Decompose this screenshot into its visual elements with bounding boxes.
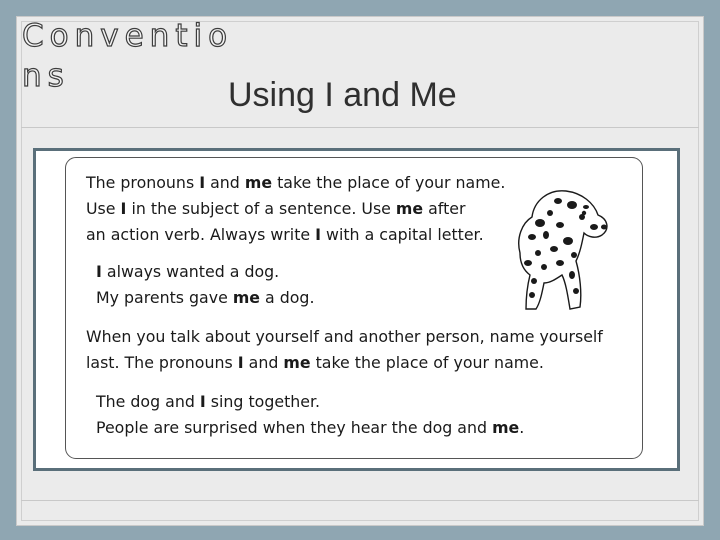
header-divider [21, 127, 699, 128]
pronoun-emphasis: I [237, 353, 244, 372]
pronoun-emphasis: me [244, 173, 273, 192]
pronoun-emphasis: I [199, 173, 206, 192]
intro-line: an action verb. Always write I with a capital letter. [86, 225, 484, 244]
rule-line: last. The pronouns I and me take the place of your name. [86, 353, 544, 372]
pronoun-emphasis: me [232, 288, 261, 307]
example-sentence: The dog and I sing together. [96, 392, 321, 411]
pronoun-emphasis: I [96, 262, 102, 281]
pronoun-emphasis: I [199, 392, 206, 411]
pronoun-emphasis: me [395, 199, 424, 218]
pronoun-emphasis: me [283, 353, 311, 372]
pronoun-emphasis: me [492, 418, 520, 437]
example-sentence: People are surprised when they hear the dog and me. [96, 418, 525, 437]
dalmatian-puppy-icon [510, 183, 612, 315]
pronoun-emphasis: I [120, 199, 127, 218]
section-title: Conventions [22, 18, 234, 94]
slide-title: Using I and Me [228, 76, 457, 114]
example-sentence: I always wanted a dog. [96, 262, 280, 281]
intro-line: Use I in the subject of a sentence. Use me after [86, 199, 466, 218]
footer-divider [21, 500, 699, 501]
example-sentence: My parents gave me a dog. [96, 288, 315, 307]
rule-line: When you talk about yourself and another person, name yourself [86, 327, 603, 346]
intro-line: The pronouns I and me take the place of your name. [86, 173, 506, 192]
pronoun-emphasis: I [315, 225, 322, 244]
